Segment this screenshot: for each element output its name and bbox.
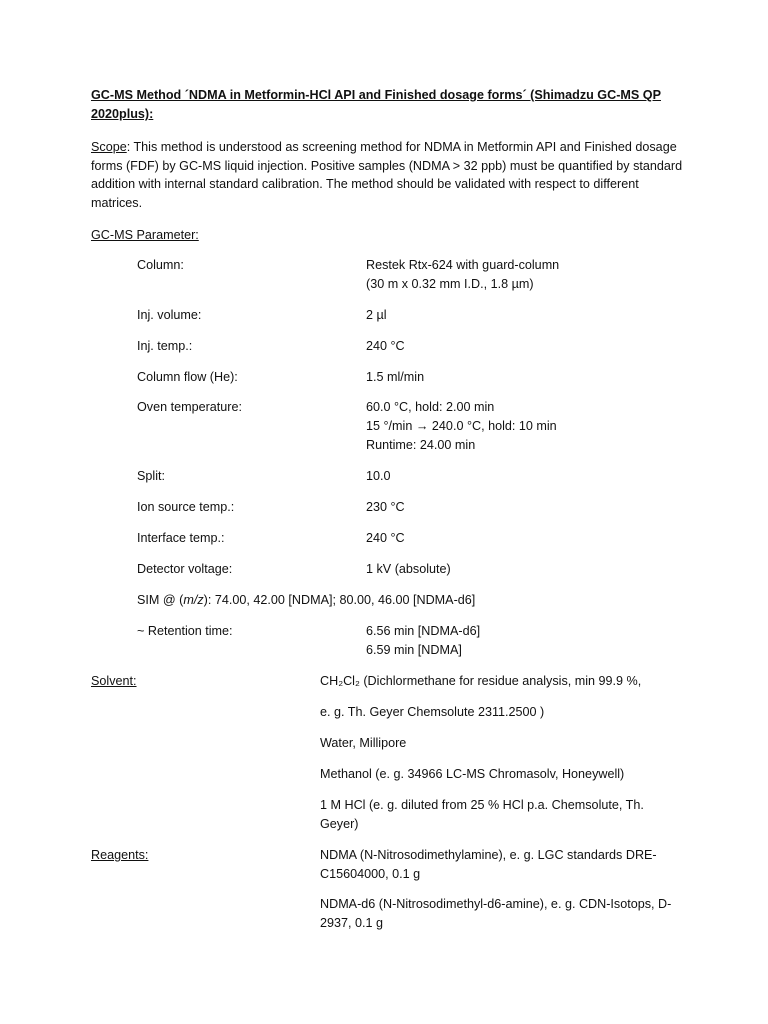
solvent-item: Water, Millipore bbox=[320, 736, 407, 750]
solvent-item: e. g. Th. Geyer Chemsolute 2311.2500 ) bbox=[320, 705, 545, 719]
param-label-interface-temp: Interface temp.: bbox=[137, 531, 225, 545]
solvent-item: Methanol (e. g. 34966 LC-MS Chromasolv, Honeywell) bbox=[320, 767, 625, 781]
sim-prefix: SIM @ ( bbox=[137, 593, 184, 607]
param-value-inj-temp bbox=[366, 337, 405, 356]
scope-text: : This method is understood as screening method for NDMA in Metformin API and Finished dosage forms (FDF) by GC-MS liquid injection. Positive samples (NDMA > 32 ppb) must be quantified by standard addition with internal standard calibration. The method should be validated with respect to different matrices. bbox=[91, 140, 683, 211]
reagents-label: Reagents: bbox=[91, 848, 149, 862]
reagent-item: NDMA (N-Nitrosodimethylamine), e. g. LGC standards DRE-C15604000, 0.1 g bbox=[320, 848, 657, 881]
reagent-item: NDMA-d6 (N-Nitrosodimethyl-d6-amine), e. g. CDN-Isotops, D-2937, 0.1 g bbox=[320, 897, 672, 930]
solvent-item: 1 M HCl (e. g. diluted from 25 % HCl p.a. Chemsolute, Th. Geyer) bbox=[320, 798, 644, 831]
param-value-line: 230 °C bbox=[366, 500, 405, 514]
param-value-line: 10.0 bbox=[366, 469, 391, 483]
param-value-line: 6.59 min [NDMA] bbox=[366, 642, 462, 657]
document-title: GC-MS Method ´NDMA in Metformin-HCl API and Finished dosage forms´ (Shimadzu GC-MS QP 2020plus): bbox=[91, 88, 661, 121]
param-value-line: Runtime: 24.00 min bbox=[366, 437, 476, 452]
param-value-column-flow bbox=[366, 368, 424, 387]
param-value-inj-volume bbox=[366, 306, 387, 325]
param-value-column bbox=[366, 256, 559, 294]
param-label-column-flow: Column flow (He): bbox=[137, 370, 238, 384]
param-value-line: 1 kV (absolute) bbox=[366, 562, 451, 576]
scope-paragraph bbox=[91, 138, 691, 213]
param-value-retention-time bbox=[366, 622, 480, 660]
param-label-detector-voltage: Detector voltage: bbox=[137, 562, 233, 576]
param-label-inj-temp: Inj. temp.: bbox=[137, 339, 193, 353]
scope-label: Scope bbox=[91, 140, 127, 154]
param-value-line: (30 m x 0.32 mm I.D., 1.8 µm) bbox=[366, 276, 534, 291]
sim-suffix: ): 74.00, 42.00 [NDMA]; 80.00, 46.00 [NDMA-d6] bbox=[203, 593, 476, 607]
sim-line bbox=[137, 591, 475, 610]
solvent-label: Solvent: bbox=[91, 674, 137, 688]
param-value-line: 1.5 ml/min bbox=[366, 370, 425, 384]
param-value-line: 6.56 min [NDMA-d6] bbox=[366, 624, 481, 638]
param-value-line: 2 µl bbox=[366, 308, 387, 322]
param-value-ion-source-temp bbox=[366, 498, 405, 517]
sim-mz: m/z bbox=[183, 593, 204, 607]
param-label-retention-time: ~ Retention time: bbox=[137, 624, 233, 638]
param-label-split: Split: bbox=[137, 469, 165, 483]
param-value-detector-voltage bbox=[366, 560, 451, 579]
gcms-parameter-heading: GC-MS Parameter: bbox=[91, 228, 199, 242]
param-value-line: 240 °C bbox=[366, 531, 405, 545]
param-label-oven-temperature: Oven temperature: bbox=[137, 400, 242, 414]
param-value-line: 60.0 °C, hold: 2.00 min bbox=[366, 400, 495, 414]
param-label-ion-source-temp: Ion source temp.: bbox=[137, 500, 235, 514]
param-value-line: Restek Rtx-624 with guard-column bbox=[366, 258, 560, 272]
param-value-interface-temp bbox=[366, 529, 405, 548]
param-value-split bbox=[366, 467, 391, 486]
param-label-column: Column: bbox=[137, 258, 184, 272]
param-value-line: 240 °C bbox=[366, 339, 405, 353]
param-label-inj-volume: Inj. volume: bbox=[137, 308, 202, 322]
param-value-oven-temperature bbox=[366, 398, 557, 454]
param-value-line: 15 °/min → 240.0 °C, hold: 10 min bbox=[366, 418, 557, 433]
solvent-item: CH₂Cl₂ (Dichlormethane for residue analysis, min 99.9 %, bbox=[320, 674, 642, 688]
